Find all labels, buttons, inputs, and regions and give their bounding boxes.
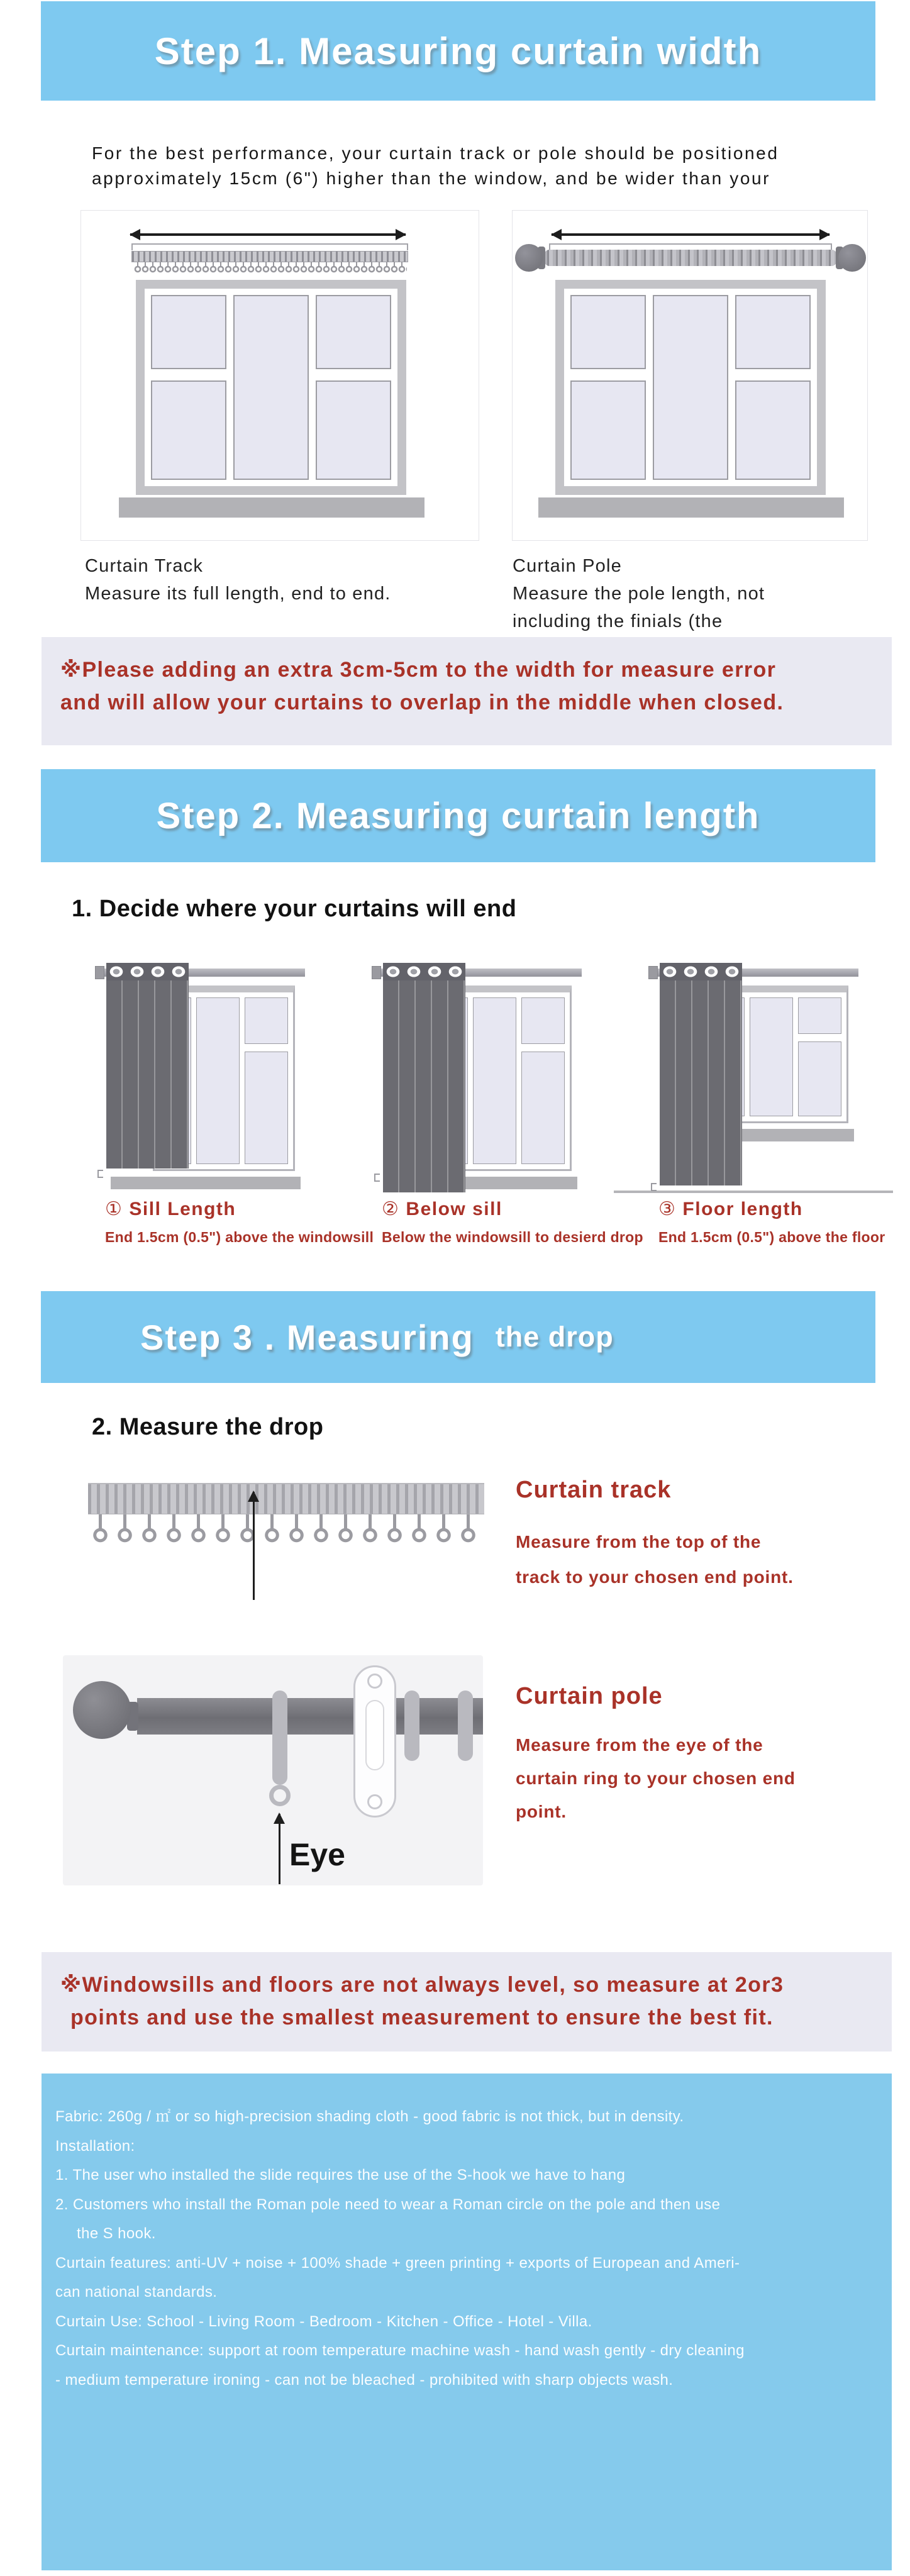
curtain-track-caption bbox=[85, 552, 391, 608]
info-line: the S hook. bbox=[77, 2225, 156, 2242]
window-pane bbox=[316, 295, 391, 369]
width-measure-note bbox=[42, 637, 892, 745]
windowsill bbox=[119, 497, 424, 518]
option-label-below-sill bbox=[382, 1198, 643, 1246]
scene-sill-length bbox=[95, 963, 305, 1192]
curtain-pole-diagram-panel bbox=[512, 210, 868, 541]
bracket-screw-hole bbox=[367, 1794, 382, 1809]
info-line: Curtain features: anti-UV + noise + 100% shade + green printing + exports of European and Ameri- bbox=[55, 2254, 740, 2272]
curtain-pole-detail-panel bbox=[63, 1655, 483, 1885]
window-pane bbox=[798, 1041, 841, 1116]
step1-intro-paragraph bbox=[92, 141, 884, 191]
window-pane bbox=[151, 295, 226, 369]
curtain-track-diagram-panel bbox=[80, 210, 479, 541]
option-title: Floor length bbox=[682, 1199, 803, 1219]
step1-banner bbox=[41, 1, 875, 101]
intro-line-1: For the best performance, your curtain track or pole should be positioned bbox=[92, 143, 779, 163]
ring-eye bbox=[269, 1785, 291, 1806]
info-line: - medium temperature ironing - can not be bleached - prohibited with sharp objects wash. bbox=[55, 2371, 674, 2389]
width-measure-arrow bbox=[552, 233, 830, 236]
drop-measure-arrow bbox=[253, 1492, 255, 1600]
note1-line-2: and will allow your curtains to overlap in the middle when closed. bbox=[60, 691, 784, 714]
pole-end-bracket bbox=[372, 966, 381, 979]
sill-gap-mark bbox=[97, 1170, 103, 1178]
curtain-track-desc: Measure its full length, end to end. bbox=[85, 584, 391, 604]
curtain-ring bbox=[458, 1690, 473, 1761]
option-number: ③ bbox=[658, 1199, 677, 1219]
window-pane bbox=[735, 295, 811, 369]
track-hooks-row-large bbox=[88, 1514, 484, 1543]
step3-banner-subtitle: the drop bbox=[495, 1321, 614, 1353]
curtain-pole-caption bbox=[513, 552, 765, 635]
window-pane bbox=[196, 997, 240, 1164]
curtain-ring-with-eye bbox=[272, 1690, 287, 1785]
note2-line-2: points and use the smallest measurement to ensure the best fit. bbox=[70, 2006, 774, 2029]
option-label-sill-length bbox=[105, 1198, 374, 1246]
note2-line-1: ※Windowsills and floors are not always level, so measure at 2or3 bbox=[60, 1973, 784, 1997]
curtain-track-bar bbox=[131, 251, 408, 262]
window-pane bbox=[521, 1052, 565, 1164]
track-instruction-line-1: Measure from the top of the bbox=[516, 1532, 762, 1552]
curtain-panel bbox=[660, 963, 742, 1185]
window-frame-inner bbox=[564, 289, 817, 486]
info-line: can national standards. bbox=[55, 2284, 218, 2301]
option-number: ② bbox=[382, 1199, 400, 1219]
window-pane bbox=[245, 997, 288, 1044]
measure-bracket-line bbox=[131, 243, 408, 245]
bracket-screw-hole bbox=[367, 1674, 382, 1689]
option-desc: Below the windowsill to desierd drop bbox=[382, 1229, 643, 1245]
window-pane bbox=[473, 997, 516, 1164]
info-line: 1. The user who installed the slide requires the use of the S-hook we have to hang bbox=[55, 2167, 626, 2184]
option-label-floor-length bbox=[658, 1198, 885, 1246]
eye-pointer-arrow bbox=[279, 1814, 280, 1884]
pole-finial-right bbox=[838, 244, 866, 272]
scene-below-sill bbox=[372, 963, 582, 1192]
product-info-box bbox=[42, 2074, 892, 2570]
window-graphic bbox=[136, 280, 406, 495]
curtain-ring bbox=[404, 1690, 419, 1761]
window-pane bbox=[316, 380, 391, 480]
window-pane bbox=[750, 997, 793, 1116]
window-frame-inner bbox=[145, 289, 397, 486]
window-pane bbox=[151, 380, 226, 480]
step2-banner bbox=[41, 769, 875, 862]
step3-heading: 2. Measure the drop bbox=[92, 1414, 324, 1440]
curtain-pole-bar-large bbox=[137, 1698, 483, 1735]
curtain-pole-label: Curtain Pole bbox=[513, 556, 622, 576]
measure-bracket-line bbox=[549, 243, 832, 245]
wall-bracket bbox=[353, 1665, 396, 1818]
window-graphic bbox=[555, 280, 826, 495]
window-pane bbox=[233, 295, 309, 480]
curtain-track-instructions bbox=[516, 1524, 794, 1595]
info-line: Curtain maintenance: support at room temperature machine wash - hand wash gently - dry cleaning bbox=[55, 2342, 745, 2359]
step2-heading: 1. Decide where your curtains will end bbox=[72, 896, 517, 922]
window-pane bbox=[570, 380, 646, 480]
width-measure-arrow bbox=[130, 233, 406, 236]
option-title: Sill Length bbox=[129, 1199, 236, 1219]
curtain-track-bar-large bbox=[88, 1483, 484, 1514]
pole-instruction-line-3: point. bbox=[516, 1802, 567, 1821]
curtain-panel bbox=[383, 963, 465, 1192]
curtain-pole-desc-2: including the finials (the bbox=[513, 611, 723, 631]
curtain-pole-instructions bbox=[516, 1728, 796, 1828]
window-pane bbox=[653, 295, 728, 480]
scene-floor-length bbox=[648, 963, 858, 1192]
info-line: Fabric: 260g / ㎡ or so high-precision shading cloth - good fabric is not thick, but in density. bbox=[55, 2108, 684, 2125]
window-pane bbox=[521, 997, 565, 1044]
curtain-track-label: Curtain Track bbox=[85, 556, 204, 576]
info-line: 2. Customers who install the Roman pole need to wear a Roman circle on the pole and then use bbox=[55, 2196, 721, 2213]
curtain-grommet-header bbox=[383, 963, 465, 980]
info-line: Installation: bbox=[55, 2137, 135, 2155]
curtain-pole-desc-1: Measure the pole length, not bbox=[513, 584, 765, 604]
step3-banner-title: Step 3 . Measuring bbox=[140, 1317, 474, 1357]
windowsill bbox=[538, 497, 844, 518]
pole-end-bracket bbox=[648, 966, 658, 979]
info-line: Curtain Use: School - Living Room - Bedroom - Kitchen - Office - Hotel - Villa. bbox=[55, 2312, 592, 2330]
note1-line-1: ※Please adding an extra 3cm-5cm to the width for measure error bbox=[60, 658, 777, 682]
track-hooks-row bbox=[134, 262, 407, 273]
curtain-grommet-header bbox=[660, 963, 742, 980]
pole-finial bbox=[73, 1681, 131, 1739]
level-measure-note bbox=[42, 1952, 892, 2051]
pole-instruction-line-1: Measure from the eye of the bbox=[516, 1735, 763, 1755]
floor-gap-mark bbox=[651, 1183, 657, 1191]
windowsill bbox=[111, 1177, 301, 1189]
option-desc: End 1.5cm (0.5") above the windowsill bbox=[105, 1229, 374, 1245]
curtain-panel bbox=[106, 963, 189, 1169]
option-desc: End 1.5cm (0.5") above the floor bbox=[658, 1229, 885, 1245]
curtain-pole-bar bbox=[544, 250, 837, 266]
option-title: Below sill bbox=[406, 1199, 502, 1219]
curtain-pole-heading: Curtain pole bbox=[516, 1683, 663, 1709]
step1-banner-title: Step 1. Measuring curtain width bbox=[154, 30, 762, 72]
window-pane bbox=[245, 1052, 288, 1164]
bracket-slot bbox=[365, 1700, 384, 1770]
window-pane bbox=[798, 997, 841, 1034]
intro-line-2: approximately 15cm (6") higher than the window, and be wider than your bbox=[92, 169, 771, 188]
pole-end-bracket bbox=[95, 966, 104, 979]
window-pane bbox=[570, 295, 646, 369]
pole-instruction-line-2: curtain ring to your chosen end bbox=[516, 1768, 796, 1788]
option-number: ① bbox=[105, 1199, 123, 1219]
track-instruction-line-2: track to your chosen end point. bbox=[516, 1567, 794, 1587]
pole-finial-left bbox=[515, 244, 543, 272]
eye-label: Eye bbox=[289, 1837, 345, 1872]
curtain-grommet-header bbox=[106, 963, 189, 980]
window-pane bbox=[735, 380, 811, 480]
step2-banner-title: Step 2. Measuring curtain length bbox=[156, 795, 760, 836]
sill-gap-mark bbox=[374, 1174, 380, 1182]
step3-banner bbox=[41, 1291, 875, 1383]
curtain-track-heading: Curtain track bbox=[516, 1477, 672, 1503]
